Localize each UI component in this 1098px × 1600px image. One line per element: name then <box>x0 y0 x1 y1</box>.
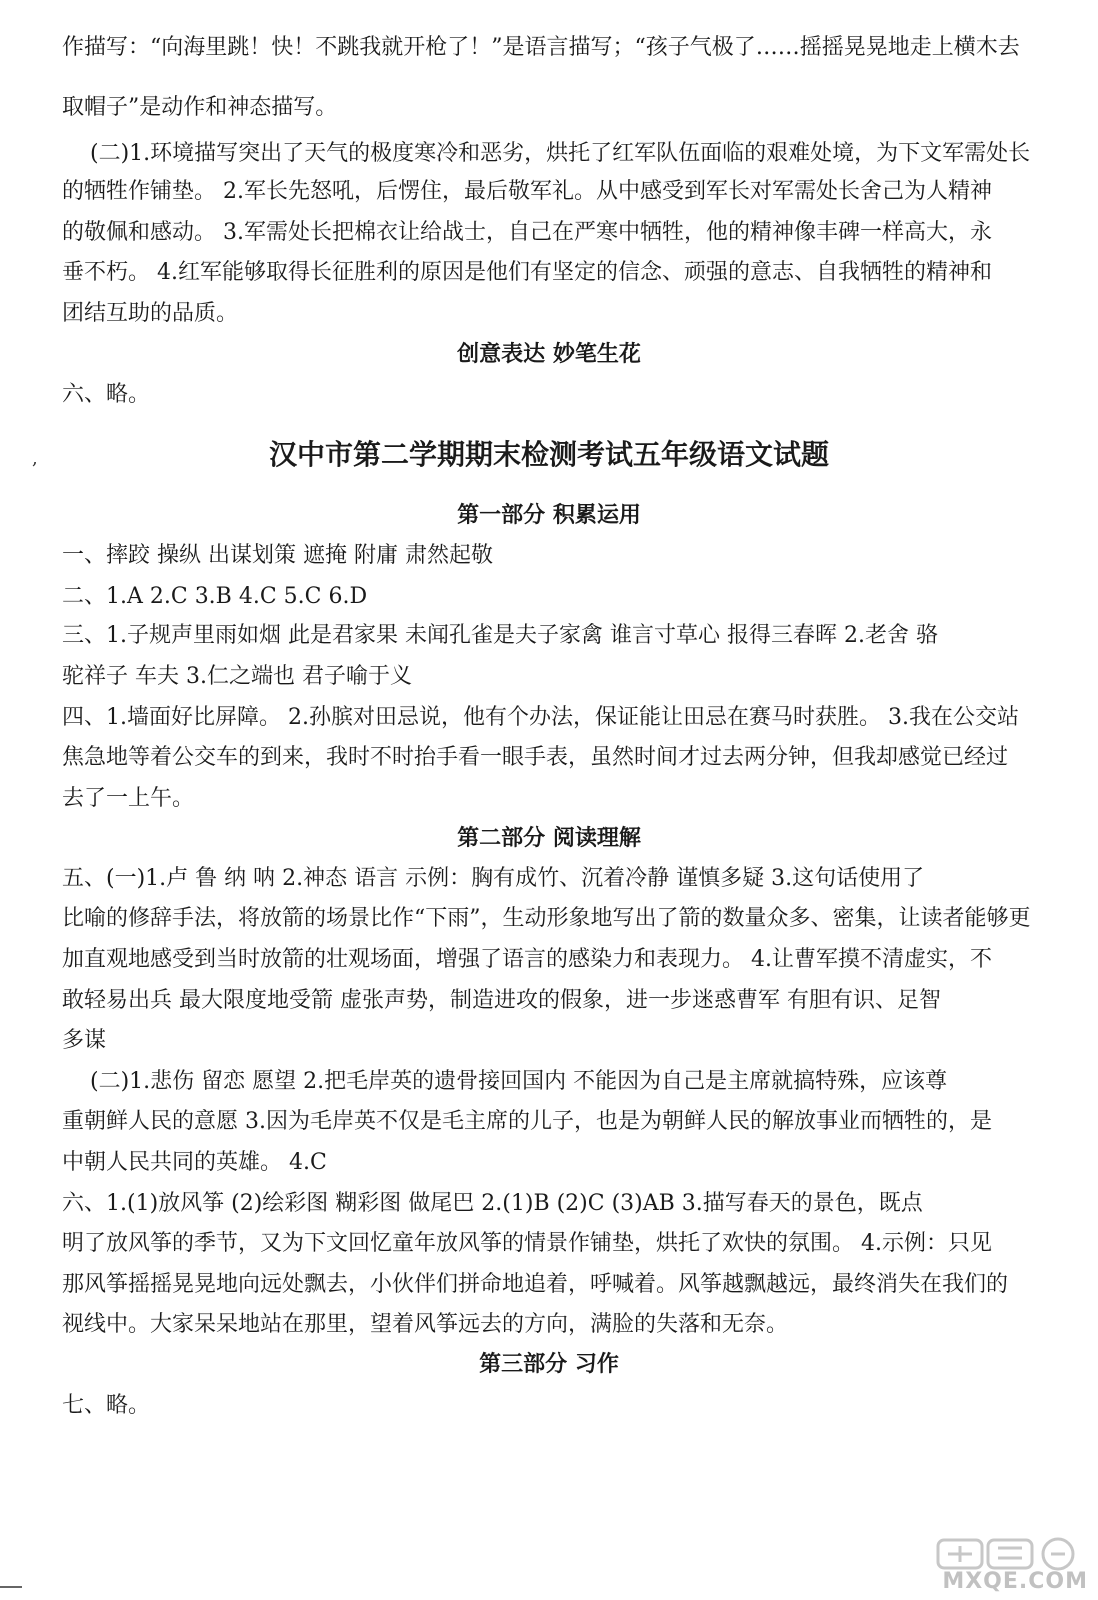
answer-line: 明了放风筝的季节，又为下文回忆童年放风筝的情景作铺垫，烘托了欢快的氛围。 4.示例：只见 <box>62 1231 992 1256</box>
page-title: 汉中市第二学期期末检测考试五年级语文试题 <box>268 438 829 471</box>
answer-line: 敢轻易出兵 最大限度地受箭 虚张声势，制造进攻的假象，进一步迷惑曹军 有胆有识、足智 <box>62 988 941 1013</box>
watermark-text: MXQE.COM <box>942 1569 1088 1594</box>
answer-line: 比喻的修辞手法，将放箭的场景比作“下雨”，生动形象地写出了箭的数量众多、密集，让读者能够更 <box>62 906 1031 931</box>
answer-line: 的敬佩和感动。 3.军需处长把棉衣让给战士，自己在严寒中牺牲，他的精神像丰碑一样高大，永 <box>62 220 992 245</box>
answer-line: 取帽子”是动作和神态描写。 <box>62 95 338 120</box>
answer-line: 作描写：“向海里跳！快！不跳我就开枪了！”是语言描写；“孩子气极了……摇摇晃晃地走上横木去 <box>62 35 1020 60</box>
site-watermark <box>888 1536 1088 1594</box>
margin-mark: , <box>32 448 38 469</box>
answer-line: 五、(一)1.卢 鲁 纳 呐 2.神态 语言 示例：胸有成竹、沉着冷静 谨慎多疑 3.这句话使用了 <box>62 866 925 891</box>
answer-line: 七、略。 <box>62 1393 151 1418</box>
answer-line: 去了一上午。 <box>62 786 195 811</box>
answer-line: 垂不朽。 4.红军能够取得长征胜利的原因是他们有坚定的信念、顽强的意志、自我牺牲的精神和 <box>62 260 992 285</box>
answer-line: 团结互助的品质。 <box>62 301 239 326</box>
answer-line: 一、摔跤 操纵 出谋划策 遮掩 附庸 肃然起敬 <box>62 543 493 568</box>
answer-line: (二)1.环境描写突出了天气的极度寒冷和恶劣，烘托了红军队伍面临的艰难处境，为下文军需处长 <box>90 141 1031 166</box>
answer-line: 二、1.A 2.C 3.B 4.C 5.C 6.D <box>62 584 368 609</box>
answer-line: 焦急地等着公交车的到来，我时不时抬手看一眼手表，虽然时间才过去两分钟，但我却感觉已经过 <box>62 745 1009 770</box>
answer-line: (二)1.悲伤 留恋 愿望 2.把毛岸英的遗骨接回国内 不能因为自己是主席就搞特殊，应该尊 <box>90 1069 948 1094</box>
section-heading: 创意表达 妙笔生花 <box>457 342 641 367</box>
answer-line: 三、1.子规声里雨如烟 此是君家果 未闻孔雀是夫子家禽 谁言寸草心 报得三春晖 2.老舍 骆 <box>62 623 938 648</box>
answer-line: 六、1.(1)放风筝 (2)绘彩图 糊彩图 做尾巴 2.(1)B (2)C (3)AB 3.描写春天的景色，既点 <box>62 1191 923 1216</box>
answer-line: 重朝鲜人民的意愿 3.因为毛岸英不仅是毛主席的儿子，也是为朝鲜人民的解放事业而牺牲的，是 <box>62 1109 992 1134</box>
answer-line: 视线中。大家呆呆地站在那里，望着风筝远去的方向，满脸的失落和无奈。 <box>62 1312 789 1337</box>
section-heading: 第三部分 习作 <box>479 1352 619 1377</box>
section-heading: 第二部分 阅读理解 <box>457 826 641 851</box>
footer-rule <box>0 1586 22 1588</box>
answer-line: 那风筝摇摇晃晃地向远处飘去，小伙伴们拼命地追着，呼喊着。风筝越飘越远，最终消失在我们的 <box>62 1272 1009 1297</box>
answer-line: 中朝人民共同的英雄。 4.C <box>62 1150 327 1175</box>
answer-line: 六、略。 <box>62 382 151 407</box>
section-heading: 第一部分 积累运用 <box>457 503 641 528</box>
answer-line: 加直观地感受到当时放箭的壮观场面，增强了语言的感染力和表现力。 4.让曹军摸不清虚实，不 <box>62 947 992 972</box>
watermark-logo-icon <box>888 1536 1088 1572</box>
answer-line: 多谋 <box>62 1028 107 1053</box>
answer-line: 的牺牲作铺垫。 2.军长先怒吼，后愣住，最后敬军礼。从中感受到军长对军需处长舍己为人精神 <box>62 179 992 204</box>
answer-line: 四、1.墙面好比屏障。 2.孙膑对田忌说，他有个办法，保证能让田忌在赛马时获胜。 3.我在公交站 <box>62 705 1019 730</box>
answer-line: 驼祥子 车夫 3.仁之端也 君子喻于义 <box>62 664 412 689</box>
